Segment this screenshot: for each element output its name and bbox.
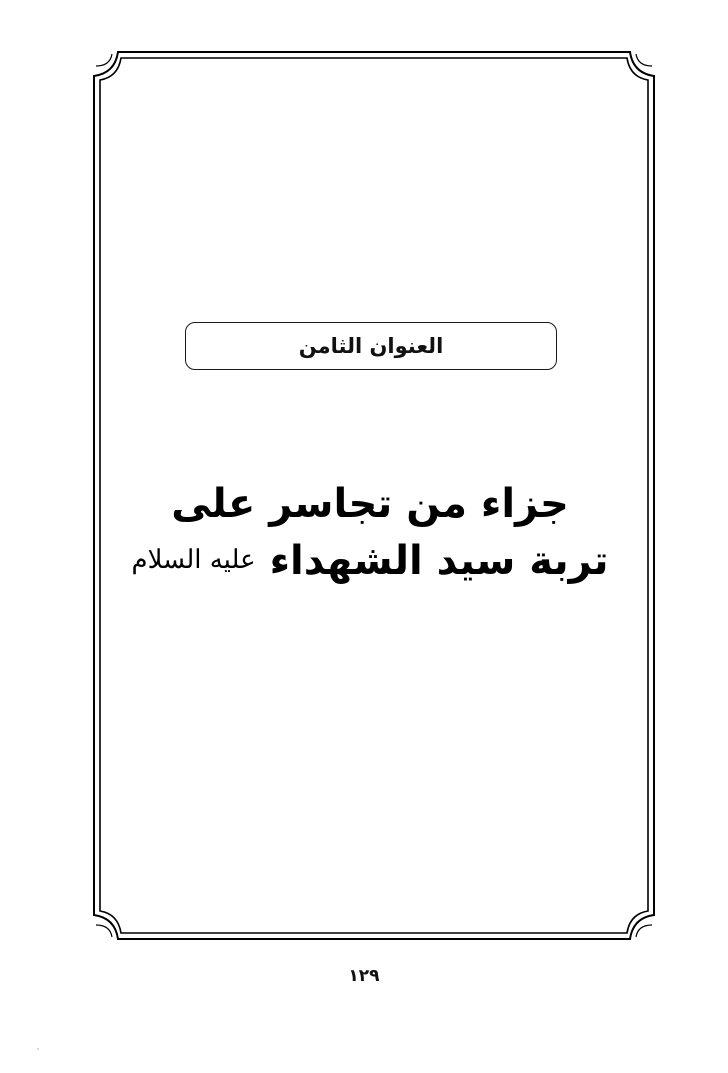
- chapter-title-line-1: جزاء من تجاسر على: [171, 481, 569, 527]
- honorific-ligature: عليه السلام: [131, 545, 256, 575]
- chapter-title-line-2: [110, 532, 630, 589]
- section-heading: العنوان الثامن: [298, 333, 444, 358]
- scan-speck: [37, 1048, 39, 1050]
- chapter-title-line-2-text: تربة سيد الشهداء: [269, 538, 609, 584]
- page-number: ١٢٩: [348, 966, 380, 986]
- chapter-title: [110, 476, 630, 589]
- section-heading-box: [185, 322, 557, 370]
